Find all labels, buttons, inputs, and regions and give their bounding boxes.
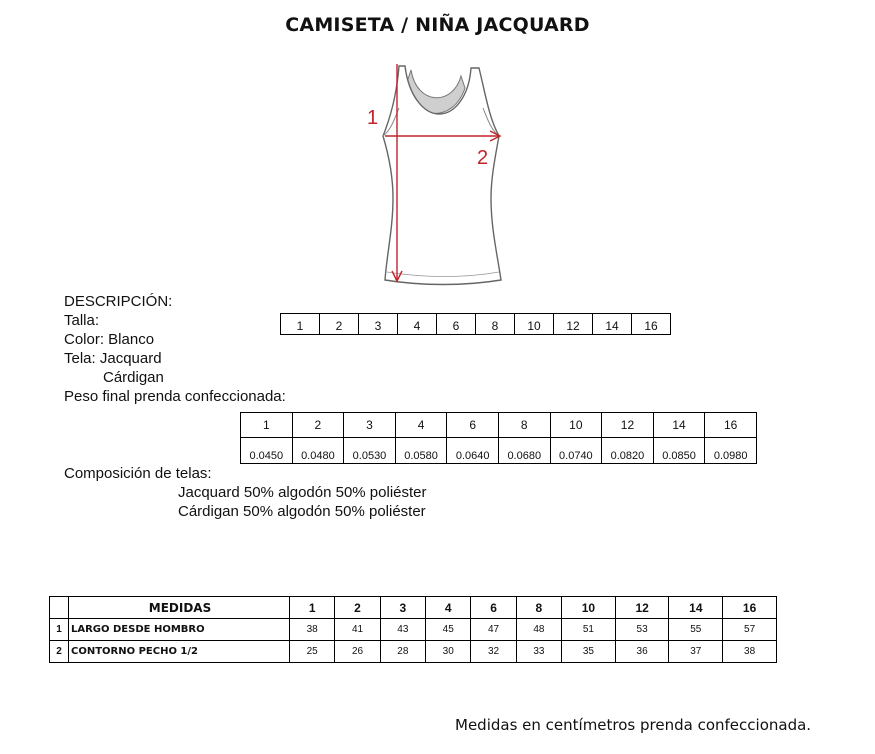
talla-cell: 1	[281, 314, 320, 335]
medidas-size-header: 6	[471, 597, 516, 619]
peso-size-cell: 10	[550, 413, 602, 438]
measure-cell: 30	[426, 641, 471, 663]
page-title: CAMISETA / NIÑA JACQUARD	[285, 14, 590, 36]
medidas-table	[49, 596, 777, 663]
talla-cell: 8	[476, 314, 515, 335]
composicion-jacquard: Jacquard 50% algodón 50% poliéster	[178, 484, 427, 501]
measure-cell: 36	[615, 641, 669, 663]
medidas-size-header: 10	[562, 597, 616, 619]
measure-cell: 55	[669, 619, 723, 641]
talla-cell: 10	[515, 314, 554, 335]
talla-cell: 6	[437, 314, 476, 335]
peso-table	[240, 412, 757, 464]
peso-value-cell: 0.0850	[653, 438, 705, 464]
measure-cell: 38	[723, 641, 777, 663]
medidas-size-header: 12	[615, 597, 669, 619]
medidas-size-header: 2	[335, 597, 380, 619]
measure-cell: 37	[669, 641, 723, 663]
peso-value-cell: 0.0580	[395, 438, 447, 464]
measure-cell: 51	[562, 619, 616, 641]
peso-size-cell: 14	[653, 413, 705, 438]
peso-size-row	[241, 413, 757, 438]
measure-cell: 35	[562, 641, 616, 663]
talla-cell: 12	[554, 314, 593, 335]
composicion-cardigan: Cárdigan 50% algodón 50% poliéster	[178, 503, 426, 520]
medidas-heading: MEDIDAS	[69, 597, 290, 619]
measure-cell: 47	[471, 619, 516, 641]
tela-cardigan-text: Cárdigan	[103, 369, 164, 386]
tela-text: Tela: Jacquard	[64, 350, 162, 367]
marker-1: 1	[367, 107, 379, 129]
medidas-header-row	[50, 597, 777, 619]
row-index: 1	[50, 619, 69, 641]
peso-size-cell: 2	[292, 413, 344, 438]
measure-cell: 43	[380, 619, 425, 641]
measure-cell: 48	[516, 619, 561, 641]
measure-cell: 25	[290, 641, 335, 663]
talla-cell: 16	[632, 314, 671, 335]
medidas-size-header: 8	[516, 597, 561, 619]
medidas-size-header: 1	[290, 597, 335, 619]
peso-value-cell: 0.0640	[447, 438, 499, 464]
medidas-size-header: 3	[380, 597, 425, 619]
tank-top-illustration	[355, 58, 525, 290]
table-row	[50, 641, 777, 663]
measure-cell: 57	[723, 619, 777, 641]
peso-value-cell: 0.0740	[550, 438, 602, 464]
footer-note: Medidas en centímetros prenda confeccionada.	[455, 716, 812, 734]
measure-cell: 33	[516, 641, 561, 663]
peso-value-row	[241, 438, 757, 464]
measure-cell: 41	[335, 619, 380, 641]
peso-value-cell: 0.0980	[705, 438, 757, 464]
medidas-index-header	[50, 597, 69, 619]
measure-cell: 32	[471, 641, 516, 663]
medidas-size-header: 4	[426, 597, 471, 619]
descripcion-heading: DESCRIPCIÓN:	[64, 293, 173, 310]
measure-cell: 28	[380, 641, 425, 663]
peso-size-cell: 6	[447, 413, 499, 438]
row-name: LARGO DESDE HOMBRO	[69, 619, 290, 641]
composicion-heading: Composición de telas:	[64, 465, 212, 482]
peso-value-cell: 0.0480	[292, 438, 344, 464]
table-row	[50, 619, 777, 641]
measure-cell: 45	[426, 619, 471, 641]
talla-cell: 3	[359, 314, 398, 335]
peso-size-cell: 8	[498, 413, 550, 438]
medidas-size-header: 14	[669, 597, 723, 619]
peso-label: Peso final prenda confeccionada:	[64, 388, 286, 405]
measure-cell: 38	[290, 619, 335, 641]
peso-size-cell: 4	[395, 413, 447, 438]
medidas-size-header: 16	[723, 597, 777, 619]
peso-size-cell: 12	[602, 413, 654, 438]
talla-cell: 2	[320, 314, 359, 335]
talla-label: Talla:	[64, 312, 100, 329]
peso-size-cell: 16	[705, 413, 757, 438]
peso-value-cell: 0.0820	[602, 438, 654, 464]
peso-size-cell: 1	[241, 413, 293, 438]
color-text: Color: Blanco	[64, 331, 155, 348]
row-name: CONTORNO PECHO 1/2	[69, 641, 290, 663]
row-index: 2	[50, 641, 69, 663]
peso-size-cell: 3	[344, 413, 396, 438]
talla-cell: 4	[398, 314, 437, 335]
peso-value-cell: 0.0530	[344, 438, 396, 464]
marker-2: 2	[477, 147, 489, 169]
measure-cell: 26	[335, 641, 380, 663]
tallas-row	[281, 314, 671, 335]
peso-value-cell: 0.0680	[498, 438, 550, 464]
tallas-table	[280, 313, 671, 335]
peso-value-cell: 0.0450	[241, 438, 293, 464]
measure-cell: 53	[615, 619, 669, 641]
talla-cell: 14	[593, 314, 632, 335]
